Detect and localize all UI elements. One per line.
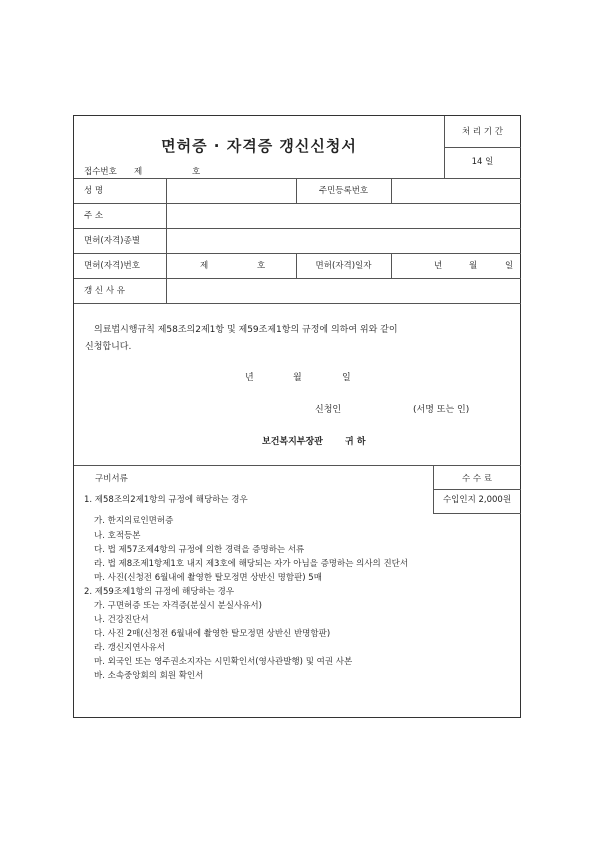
section-1-item: 라. 법 제8조제1항제1호 내지 제3호에 해당되는 자가 아님을 증명하는 의사의 진단서 <box>94 559 409 569</box>
rrn-label: 주민등록번호 <box>318 186 369 196</box>
section-1-item: 다. 법 제57조제4항의 규정에 의한 경력을 증명하는 서류 <box>94 545 305 555</box>
section-2-item: 다. 사진 2매(신청전 6월내에 촬영한 탈모정면 상반신 반명함판) <box>94 629 331 639</box>
license-date-day: 일 <box>505 261 514 271</box>
section-1-item: 가. 한지의료인면허증 <box>94 516 174 526</box>
license-date-field[interactable] <box>392 254 520 278</box>
recipient-name: 보건복지부장관 <box>262 437 323 447</box>
applicant-label: 신청인 <box>315 405 342 415</box>
application-year: 년 <box>245 373 254 383</box>
section-1-title: 1. 제58조의2제1항의 규정에 해당하는 경우 <box>84 495 248 505</box>
section-2-item: 바. 소속중앙회의 회원 확인서 <box>94 671 204 681</box>
license-type-label: 면허(자격)종별 <box>84 236 140 246</box>
section-2-item: 마. 외국인 또는 영주권소지자는 시민확인서(영사관발행) 및 여권 사본 <box>94 657 353 667</box>
rrn-field[interactable] <box>392 179 520 203</box>
section-2-item: 가. 구면허증 또는 자격증(분실시 분실사유서) <box>94 601 262 611</box>
license-number-label: 면허(자격)번호 <box>84 261 140 271</box>
form-title: 면허증 · 자격증 갱신신청서 <box>161 137 357 155</box>
recipient-suffix: 귀 하 <box>345 437 366 447</box>
section-2-item: 나. 건강진단서 <box>94 615 149 625</box>
license-date-year: 년 <box>434 261 443 271</box>
address-label: 주 소 <box>84 211 104 221</box>
name-label: 성 명 <box>84 186 104 196</box>
statement-line-2: 신청합니다. <box>85 342 132 352</box>
renewal-reason-label: 갱 신 사 유 <box>84 286 125 296</box>
section-2-item: 라. 갱신지연사유서 <box>94 643 166 653</box>
section-2-title: 2. 제59조제1항의 규정에 해당하는 경우 <box>84 587 235 597</box>
fee-heading: 수 수 료 <box>461 474 493 484</box>
fee-value: 수입인지 2,000원 <box>442 495 512 505</box>
name-field[interactable] <box>167 179 295 203</box>
license-number-je: 제 <box>200 261 209 271</box>
statement-line-1: 의료법시행규칙 제58조의2제1항 및 제59조제1항의 규정에 의하여 위와 같이 <box>94 325 398 335</box>
address-field[interactable] <box>167 204 520 228</box>
license-date-label: 면허(자격)일자 <box>315 261 372 271</box>
renewal-application-form <box>73 115 521 718</box>
renewal-reason-field[interactable] <box>167 279 520 303</box>
receipt-number-label: 접수번호 <box>84 167 117 177</box>
processing-period-value: 14 일 <box>471 157 494 167</box>
license-date-month: 월 <box>469 261 478 271</box>
documents-heading: 구비서류 <box>95 474 128 484</box>
receipt-number-ho: 호 <box>192 167 201 177</box>
license-number-ho: 호 <box>257 261 266 271</box>
application-month: 월 <box>293 373 302 383</box>
section-1-item: 마. 사진(신청전 6월내에 촬영한 탈모정면 상반신 명함판) 5매 <box>94 573 322 583</box>
processing-period-label: 처 리 기 간 <box>462 127 503 137</box>
license-type-field[interactable] <box>167 229 520 253</box>
receipt-number-je: 제 <box>134 167 143 177</box>
section-1-item: 나. 호적등본 <box>94 531 141 541</box>
license-number-field[interactable] <box>167 254 295 278</box>
signature-hint: (서명 또는 인) <box>413 405 470 415</box>
application-day: 일 <box>342 373 351 383</box>
